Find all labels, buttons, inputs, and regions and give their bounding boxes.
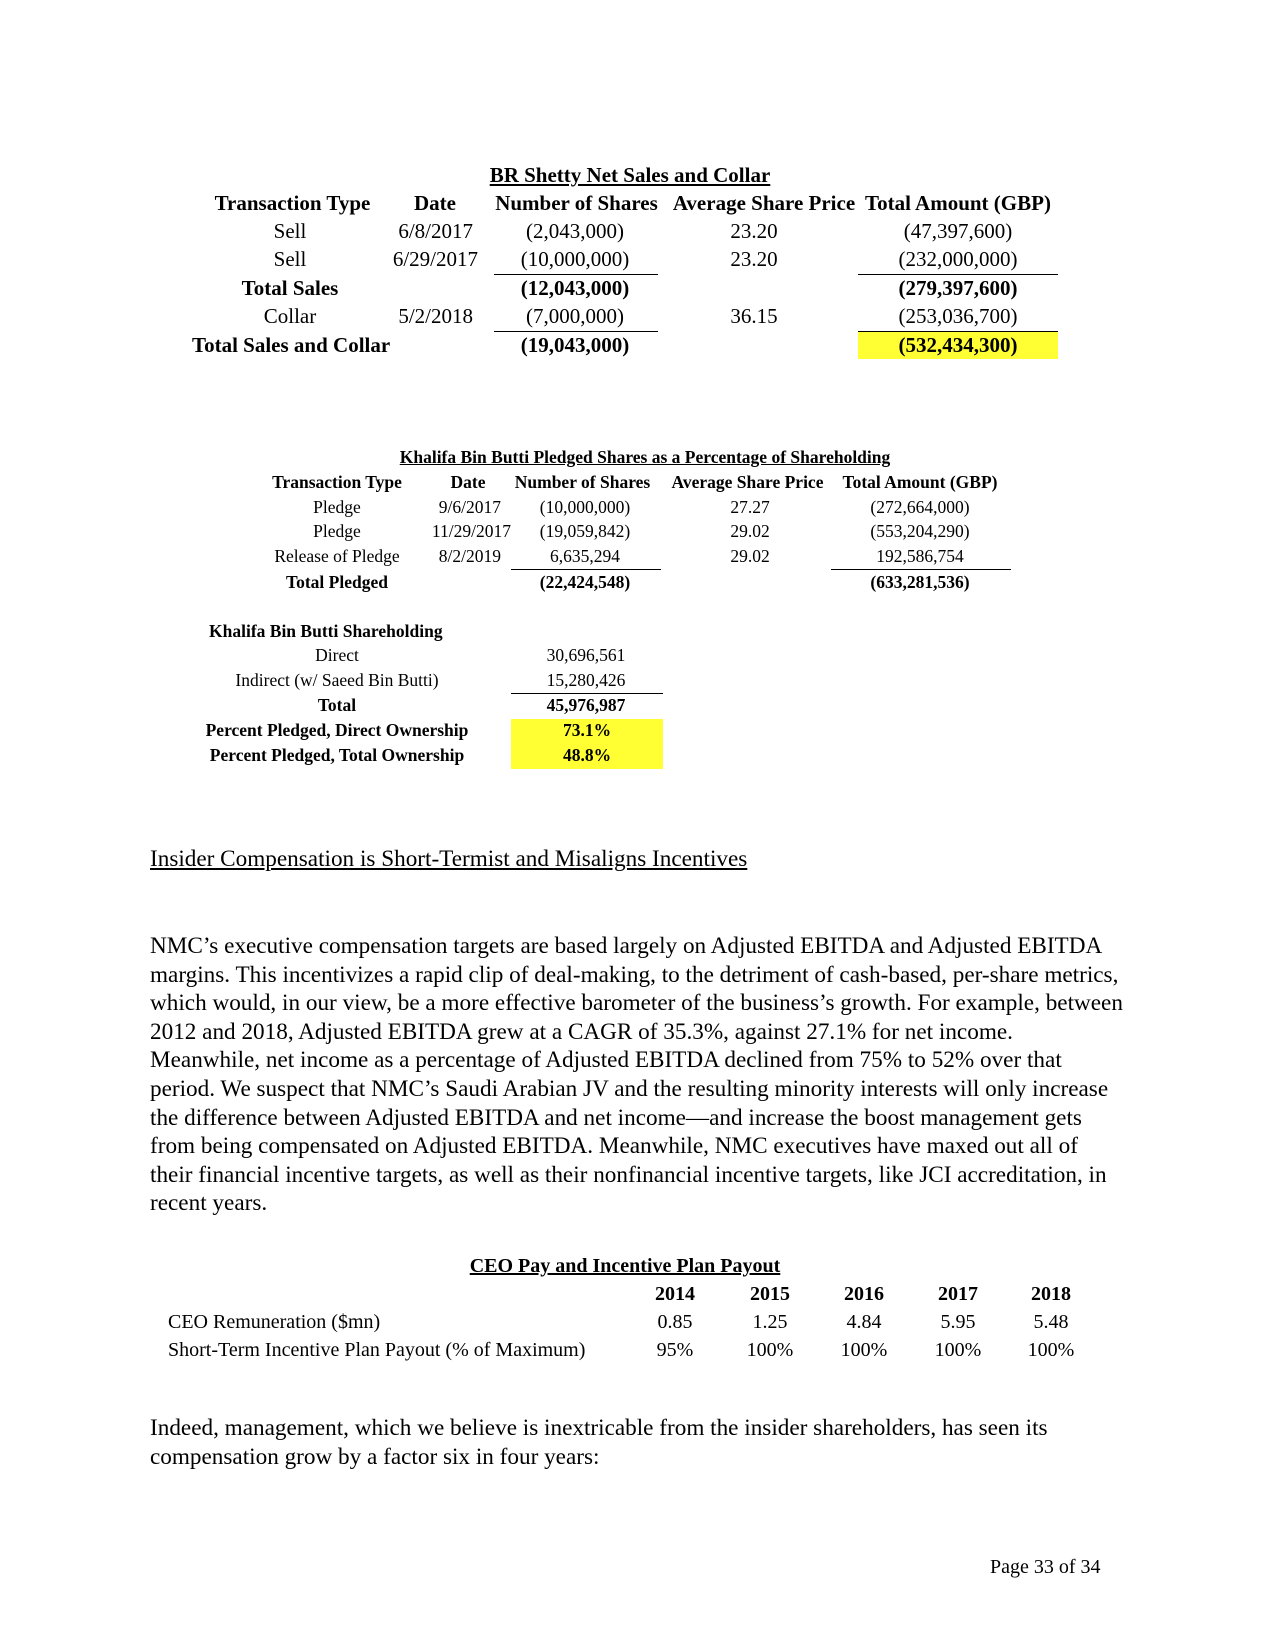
- cell-total: (553,204,290): [870, 521, 970, 541]
- cell-type: Pledge: [313, 521, 361, 541]
- year-header: 2014: [655, 1283, 695, 1305]
- cell-type: Sell: [273, 219, 307, 243]
- cell-shares: (7,000,000): [526, 304, 624, 328]
- cell-label: Percent Pledged, Total Ownership: [209, 745, 465, 765]
- cell-value: 30,696,561: [546, 645, 626, 665]
- cell-shares: (19,059,842): [539, 521, 631, 541]
- cell-type: Release of Pledge: [274, 546, 400, 566]
- column-header: Total Amount (GBP): [842, 472, 998, 492]
- cell-label: Indirect (w/ Saeed Bin Butti): [235, 670, 439, 690]
- cell-date: 11/29/2017: [431, 521, 511, 541]
- cell-value: 1.25: [752, 1311, 788, 1333]
- cell-total: (633,281,536): [870, 572, 970, 592]
- cell-value: 100%: [934, 1339, 982, 1361]
- cell-total: (232,000,000): [898, 247, 1018, 271]
- column-header: Average Share Price: [671, 472, 824, 492]
- cell-label: Total: [317, 695, 357, 715]
- divider: [858, 274, 1058, 275]
- year-header: 2015: [750, 1283, 790, 1305]
- cell-total: (279,397,600): [898, 276, 1018, 300]
- cell-date: 6/29/2017: [392, 247, 478, 271]
- year-header: 2016: [844, 1283, 884, 1305]
- divider: [494, 331, 658, 332]
- cell-price: 23.20: [730, 247, 778, 271]
- cell-date: 6/8/2017: [398, 219, 473, 243]
- cell-value: 100%: [840, 1339, 888, 1361]
- divider: [831, 569, 1011, 570]
- cell-type: Collar: [263, 304, 317, 328]
- cell-price: 29.02: [730, 546, 770, 566]
- cell-price: 27.27: [730, 497, 770, 517]
- column-header: Transaction Type: [214, 191, 371, 215]
- section-heading: Insider Compensation is Short-Termist and Misaligns Incentives: [150, 846, 748, 872]
- table-title: BR Shetty Net Sales and Collar: [489, 163, 771, 187]
- table-title: CEO Pay and Incentive Plan Payout: [469, 1255, 781, 1277]
- cell-label: Percent Pledged, Direct Ownership: [205, 720, 469, 740]
- divider: [511, 693, 663, 694]
- closing-paragraph: [150, 1414, 1125, 1471]
- cell-value: 45,976,987: [546, 695, 626, 715]
- cell-value: 4.84: [846, 1311, 882, 1333]
- cell-type: Total Sales: [241, 276, 339, 300]
- column-header: Average Share Price: [672, 191, 856, 215]
- column-header: Date: [414, 191, 456, 215]
- cell-price: 36.15: [730, 304, 778, 328]
- cell-shares: (12,043,000): [520, 276, 630, 300]
- cell-shares: (10,000,000): [520, 247, 630, 271]
- cell-type: Sell: [273, 247, 307, 271]
- page-number: Page 33 of 34: [990, 1556, 1101, 1578]
- cell-value-highlighted: 48.8%: [562, 745, 612, 765]
- cell-shares: (22,424,548): [539, 572, 631, 592]
- cell-date: 8/2/2019: [438, 546, 501, 566]
- cell-label: Direct: [315, 645, 359, 665]
- year-header: 2018: [1031, 1283, 1071, 1305]
- cell-shares: (19,043,000): [520, 333, 630, 357]
- cell-shares: 6,635,294: [550, 546, 620, 566]
- cell-shares: (2,043,000): [526, 219, 624, 243]
- cell-total: (253,036,700): [898, 304, 1018, 328]
- cell-type: Total Pledged: [286, 572, 388, 592]
- table-title: Khalifa Bin Butti Pledged Shares as a Percentage of Shareholding: [399, 447, 891, 467]
- cell-total: (272,664,000): [870, 497, 970, 517]
- shareholding-title: Khalifa Bin Butti Shareholding: [209, 621, 443, 641]
- column-header: Total Amount (GBP): [865, 191, 1051, 215]
- closing-text: Indeed, management, which we believe is inextricable from the insider shareholders, has seen its compensation grow by a factor six in four years:: [150, 1415, 1048, 1470]
- cell-value: 15,280,426: [546, 670, 626, 690]
- cell-total: 192,586,754: [876, 546, 964, 566]
- cell-price: 29.02: [730, 521, 770, 541]
- cell-type: Pledge: [313, 497, 361, 517]
- row-label: Short-Term Incentive Plan Payout (% of Maximum): [168, 1339, 586, 1361]
- column-header: Number of Shares: [495, 191, 658, 215]
- column-header: Date: [450, 472, 486, 492]
- cell-value: 100%: [746, 1339, 794, 1361]
- body-paragraph: [150, 932, 1125, 1218]
- cell-date: 5/2/2018: [398, 304, 473, 328]
- cell-value: 100%: [1027, 1339, 1075, 1361]
- cell-value: 5.48: [1033, 1311, 1069, 1333]
- divider: [494, 274, 658, 275]
- cell-shares: (10,000,000): [539, 497, 631, 517]
- column-header: Number of Shares: [514, 472, 651, 492]
- row-label: CEO Remuneration ($mn): [168, 1311, 381, 1333]
- cell-value: 0.85: [657, 1311, 693, 1333]
- cell-value: 5.95: [940, 1311, 976, 1333]
- column-header: Transaction Type: [272, 472, 402, 492]
- cell-date: 9/6/2017: [438, 497, 501, 517]
- cell-total: (47,397,600): [903, 219, 1013, 243]
- cell-type: Total Sales and Collar: [192, 333, 391, 357]
- paragraph-text: NMC’s executive compensation targets are based largely on Adjusted EBITDA and Adjusted EBITDA margins. This incentivizes a rapid clip of deal-making, to the detriment of cash-based, per-share metrics, which would, in our view, be a more effective barometer of the business’s growth. For example, between 2012 and 2018, Adjusted EBITDA grew at a CAGR of 35.3%, against 27.1% for net income. Meanwhile, net income as a percentage of Adjusted EBITDA declined from 75% to 52% over that period. We suspect that NMC’s Saudi Arabian JV and the resulting minority interests will only increase the difference between Adjusted EBITDA and net income—and increase the boost management gets from being compensated on Adjusted EBITDA. Meanwhile, NMC executives have maxed out all of their financial incentive targets, as well as their nonfinancial incentive targets, like JCI accreditation, in recent years.: [150, 933, 1123, 1217]
- cell-value-highlighted: 73.1%: [562, 720, 612, 740]
- divider: [511, 569, 661, 570]
- year-header: 2017: [938, 1283, 978, 1305]
- cell-total-highlighted: (532,434,300): [858, 332, 1058, 359]
- cell-value: 95%: [656, 1339, 694, 1361]
- cell-price: 23.20: [730, 219, 778, 243]
